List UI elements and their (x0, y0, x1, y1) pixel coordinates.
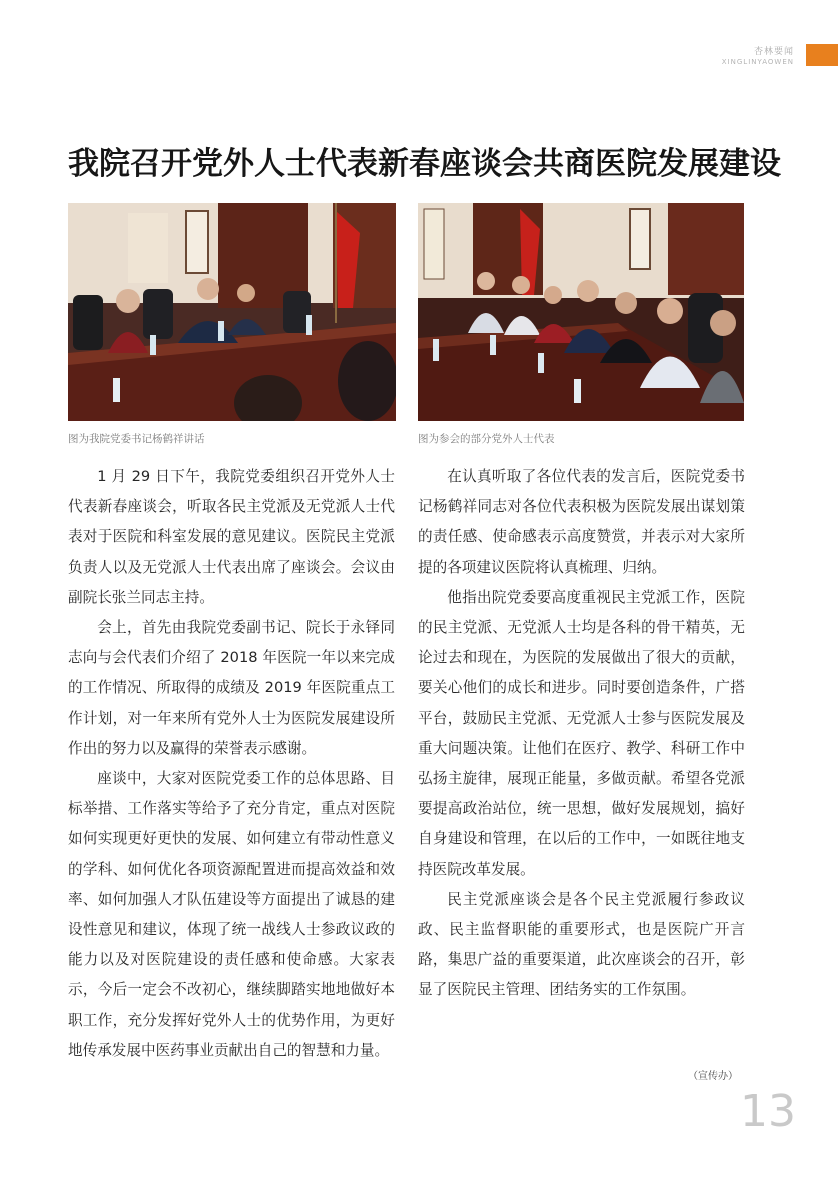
photo-representatives (418, 203, 744, 421)
article-column-left (68, 462, 395, 1066)
section-name-cn: 杏林要闻 (753, 47, 794, 57)
article-column-right (418, 462, 745, 1006)
page-number: 13 (740, 1086, 796, 1137)
photo-caption-right: 图为参会的部分党外人士代表 (418, 433, 555, 445)
article-signature: （宣传办） (688, 1071, 738, 1082)
section-name-en: XINGLINYAOWEN (721, 58, 794, 66)
paragraph: 1 月 29 日下午，我院党委组织召开党外人士代表新春座谈会，听取各民主党派及无党派人士代表对于医院和科室发展的意见建议。医院民主党派负责人以及无党派人士代表出席了座谈会。会议由副院长张兰同志主持。 (68, 468, 395, 606)
paragraph: 在认真听取了各位代表的发言后，医院党委书记杨鹤祥同志对各位代表积极为医院发展出谋划策的责任感、使命感表示高度赞赏，并表示对大家所提的各项建议医院将认真梳理、归纳。 (418, 468, 745, 576)
section-header (722, 44, 794, 66)
paragraph: 民主党派座谈会是各个民主党派履行参政议政、民主监督职能的重要形式，也是医院广开言路，集思广益的重要渠道，此次座谈会的召开，彰显了医院民主管理、团结务实的工作氛围。 (418, 890, 745, 999)
photo-caption-left: 图为我院党委书记杨鹤祥讲话 (68, 433, 205, 445)
photo-secretary-speech (68, 203, 396, 421)
article-title: 我院召开党外人士代表新春座谈会共商医院发展建设 (68, 146, 781, 182)
section-accent-bar (806, 44, 838, 66)
paragraph: 座谈中，大家对医院党委工作的总体思路、目标举措、工作落实等给予了充分肯定，重点对医院如何实现更好更快的发展、如何建立有带动性意义的学科、如何优化各项资源配置进而提高效益和效率、如何加强人才队伍建设等方面提出了诚恳的建设性意见和建议，体现了统一战线人士参政议政的能力以及对医院建设的责任感和使命感。大家表示，今后一定会不改初心，继续脚踏实地地做好本职工作，充分发挥好党外人士的优势作用，为更好地传承发展中医药事业贡献出自己的智慧和力量。 (68, 770, 395, 1059)
paragraph: 会上，首先由我院党委副书记、院长于永铎同志向与会代表们介绍了 2018 年医院一年以来完成的工作情况、所取得的成绩及 2019 年医院重点工作计划，对一年来所有党外人士为医院发展建设所作出的努力以及赢得的荣誉表示感谢。 (68, 619, 395, 757)
paragraph: 他指出院党委要高度重视民主党派工作，医院的民主党派、无党派人士均是各科的骨干精英，无论过去和现在，为医院的发展做出了很大的贡献，要关心他们的成长和进步。同时要创造条件，广搭平台，鼓励民主党派、无党派人士参与医院发展及重大问题决策。让他们在医疗、教学、科研工作中弘扬主旋律，展现正能量，多做贡献。希望各党派要提高政治站位，统一思想，做好发展规划，搞好自身建设和管理，在以后的工作中，一如既往地支持医院改革发展。 (418, 588, 745, 878)
